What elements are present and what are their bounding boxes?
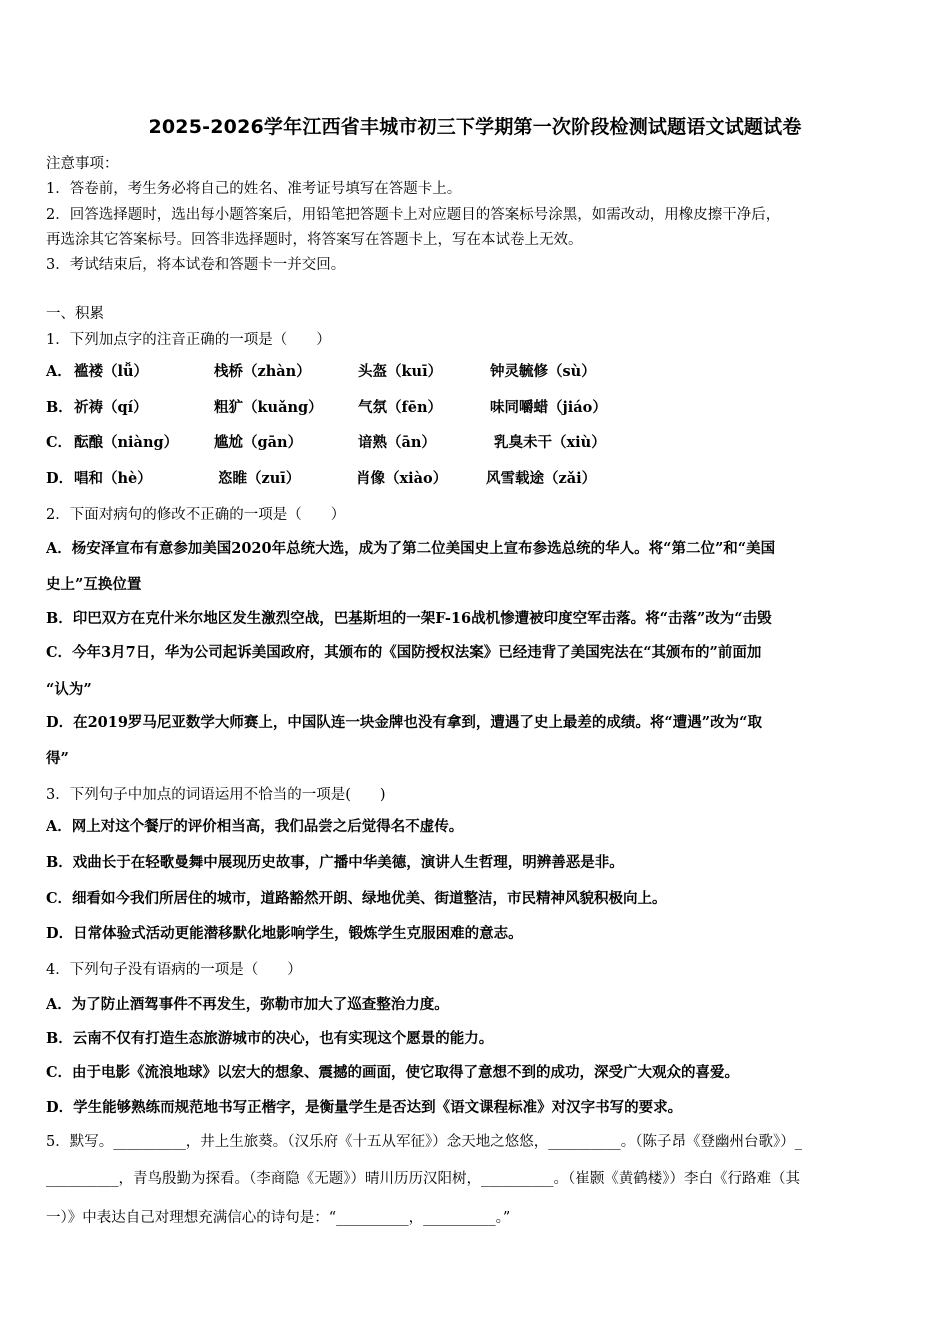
option-item: 褴褛（lǚ） [74,363,149,380]
dictation-line: 5．默写。__________，井上生旅葵。（汉乐府《十五从军征》）念天地之悠悠，__________。（陈子昂《登幽州台歌》）_ [46,1134,802,1150]
option-line: B．戏曲长于在轻歌曼舞中展现历史故事，广播中华美德，演讲人生哲理，明辨善恶是非。 [46,854,624,871]
notice-item: 1．答卷前，考生务必将自己的姓名、准考证号填写在答题卡上。 [46,181,462,197]
section-heading: 一、积累 [46,306,104,322]
option-line: 史上”互换位置 [46,576,142,593]
option-item: 酝酿（niàng） [74,434,179,451]
dictation-line: __________，青鸟殷勤为探看。（李商隐《无题》）晴川历历汉阳树，__________。（崔颢《黄鹤楼》）李白《行路难（其 [46,1171,800,1187]
option-item: 谙熟（ān） [358,434,436,451]
notice-heading: 注意事项： [46,156,119,172]
option-line: D．学生能够熟练而规范地书写正楷字，是衡量学生是否达到《语文课程标准》对汉字书写的要求。 [46,1099,683,1116]
option-item: 气氛（fēn） [358,399,443,416]
question-stem: 4．下列句子没有语病的一项是（ ） [46,962,302,978]
option-line: C．由于电影《流浪地球》以宏大的想象、震撼的画面，使它取得了意想不到的成功，深受广大观众的喜爱。 [46,1064,740,1081]
option-item: 祈祷（qí） [74,399,148,416]
option-label: C． [46,434,73,451]
option-line: C．细看如今我们所居住的城市，道路豁然开朗、绿地优美、街道整洁，市民精神风貌积极向上。 [46,890,667,907]
option-label: A． [46,363,72,380]
question-stem: 3．下列句子中加点的词语运用不恰当的一项是( ) [46,787,386,803]
notice-item: 再选涂其它答案标号。回答非选择题时，将答案写在答题卡上，写在本试卷上无效。 [46,232,583,248]
option-label: B． [46,399,73,416]
notice-item: 2．回答选择题时，选出每小题答案后，用铅笔把答题卡上对应题目的答案标号涂黑，如需改动，用橡皮擦干净后， [46,207,781,223]
option-item: 尴尬（gān） [214,434,303,451]
notice-item: 3．考试结束后，将本试卷和答题卡一并交回。 [46,257,346,273]
option-item: 肖像（xiào） [356,470,448,487]
option-item: 钟灵毓修（sù） [490,363,596,380]
question-stem: 2．下面对病句的修改不正确的一项是（ ） [46,507,346,523]
question-stem: 1．下列加点字的注音正确的一项是（ ） [46,332,331,348]
option-label: D． [46,470,74,487]
option-item: 栈桥（zhàn） [214,363,311,380]
option-item: 粗犷（kuǎng） [214,399,323,416]
option-item: 乳臭未干（xiù） [494,434,606,451]
option-item: 味同嚼蜡（jiáo） [490,399,607,416]
option-line: A．杨安泽宣布有意参加美国2020年总统大选，成为了第二位美国史上宣布参选总统的华人。将“第二位”和“美国 [46,540,776,557]
option-line: D．在2019罗马尼亚数学大师赛上，中国队连一块金牌也没有拿到，遭遇了史上最差的成绩。将“遭遇”改为“取 [46,714,762,731]
option-line: A．为了防止酒驾事件不再发生，弥勒市加大了巡查整治力度。 [46,996,449,1013]
option-line: B．印巴双方在克什米尔地区发生激烈空战，巴基斯坦的一架F-16战机惨遭被印度空军击落。将“击落”改为“击毁 [46,610,772,627]
option-line: C．今年3月7日，华为公司起诉美国政府，其颁布的《国防授权法案》已经违背了美国宪法在“其颁布的”前面加 [46,644,762,661]
page-title: 2025-2026学年江西省丰城市初三下学期第一次阶段检测试题语文试题试卷 [148,116,802,138]
option-line: “认为” [46,681,92,698]
option-line: D．日常体验式活动更能潜移默化地影响学生，锻炼学生克服困难的意志。 [46,925,523,942]
option-line: B．云南不仅有打造生态旅游城市的决心，也有实现这个愿景的能力。 [46,1030,494,1047]
option-item: 唱和（hè） [74,470,152,487]
option-item: 恣睢（zuī） [218,470,301,487]
option-line: A．网上对这个餐厅的评价相当高，我们品尝之后觉得名不虚传。 [46,818,464,835]
dictation-line: 一）》中表达自己对理想充满信心的诗句是：“__________，__________。” [46,1210,511,1226]
option-item: 风雪载途（zǎi） [486,470,597,487]
option-item: 头盔（kuī） [358,363,443,380]
option-line: 得” [46,750,69,767]
